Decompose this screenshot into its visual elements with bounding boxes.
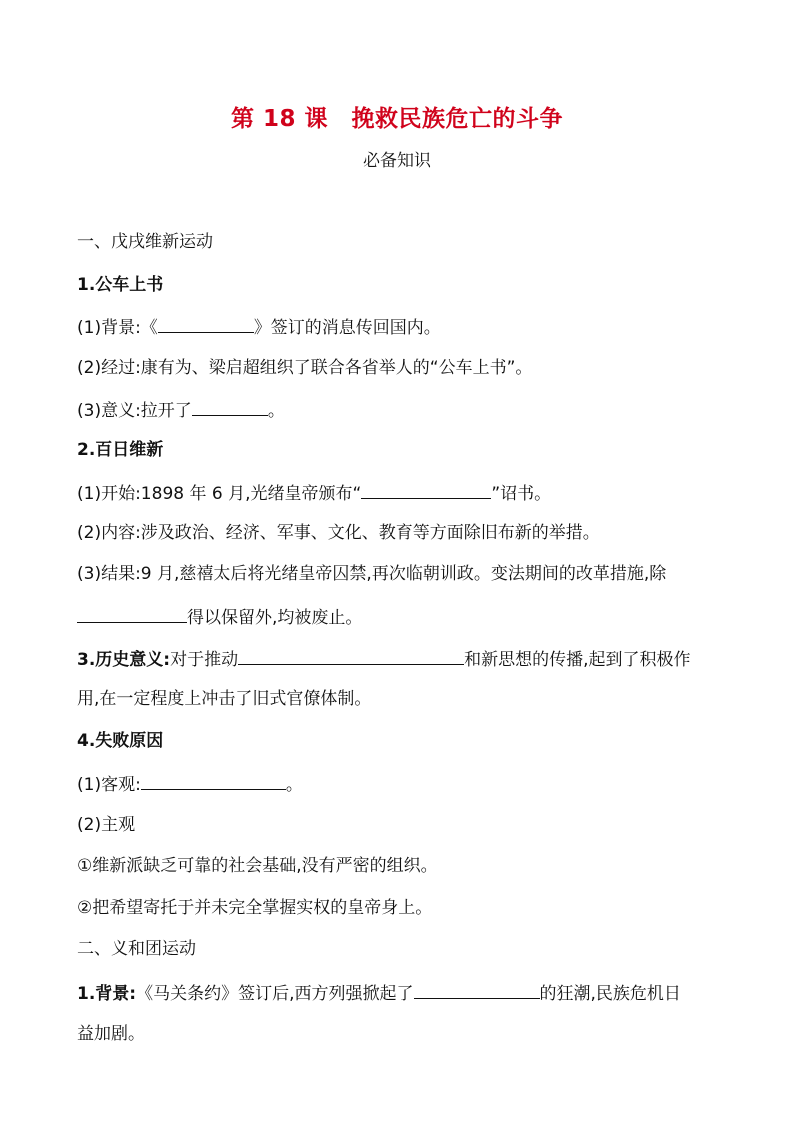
background-line bbox=[77, 314, 441, 340]
objective-line bbox=[77, 771, 303, 797]
start-line bbox=[77, 480, 551, 506]
significance-suffix: 和新思想的传播,起到了积极作 bbox=[464, 650, 691, 670]
section-heading-1: 一、戊戌维新运动 bbox=[77, 232, 213, 252]
start-prefix: (1)开始:1898 年 6 月,光绪皇帝颁布“ bbox=[77, 484, 362, 504]
objective-prefix: (1)客观: bbox=[77, 775, 141, 795]
background-suffix: 》签订的消息传回国内。 bbox=[253, 318, 441, 338]
significance-suffix: 。 bbox=[267, 401, 285, 421]
background-prefix: (1)背景:《 bbox=[77, 318, 158, 338]
point-heading-4: 4.失败原因 bbox=[77, 731, 164, 751]
fill-blank bbox=[158, 314, 254, 333]
fill-blank bbox=[414, 980, 540, 999]
fill-blank bbox=[141, 771, 286, 790]
point-heading-5: 1.背景: bbox=[77, 984, 137, 1004]
point-heading-2: 2.百日维新 bbox=[77, 440, 164, 460]
significance-paragraph-line-2: 用,在一定程度上冲击了旧式官僚体制。 bbox=[77, 689, 372, 709]
process-line: (2)经过:康有为、梁启超组织了联合各省举人的“公车上书”。 bbox=[77, 358, 533, 378]
content-line: (2)内容:涉及政治、经济、军事、文化、教育等方面除旧布新的举措。 bbox=[77, 523, 600, 543]
significance-line bbox=[77, 397, 285, 423]
lesson-title: 第 18 课 挽救民族危亡的斗争 bbox=[230, 106, 564, 132]
subjective-item-1: ①维新派缺乏可靠的社会基础,没有严密的组织。 bbox=[77, 856, 438, 876]
start-suffix: ”诏书。 bbox=[491, 484, 552, 504]
section-heading-2: 二、义和团运动 bbox=[77, 939, 196, 959]
objective-suffix: 。 bbox=[285, 775, 303, 795]
result-line-1: (3)结果:9 月,慈禧太后将光绪皇帝囚禁,再次临朝训政。变法期间的改革措施,除 bbox=[77, 564, 667, 584]
significance-prefix: 对于推动 bbox=[170, 650, 239, 670]
fill-blank bbox=[238, 646, 464, 665]
result-suffix: 得以保留外,均被废止。 bbox=[187, 608, 363, 628]
subjective-heading: (2)主观 bbox=[77, 815, 136, 835]
significance-prefix: (3)意义:拉开了 bbox=[77, 401, 192, 421]
point-heading-1: 1.公车上书 bbox=[77, 275, 164, 295]
boxer-background-prefix: 《马关条约》签订后,西方列强掀起了 bbox=[136, 984, 414, 1004]
subjective-item-2: ②把希望寄托于并未完全掌握实权的皇帝身上。 bbox=[77, 898, 433, 918]
boxer-background-suffix: 的狂潮,民族危机日 bbox=[539, 984, 681, 1004]
point-heading-3: 3.历史意义: bbox=[77, 650, 171, 670]
fill-blank bbox=[77, 604, 187, 623]
fill-blank bbox=[192, 397, 268, 416]
fill-blank bbox=[361, 480, 491, 499]
result-line-2 bbox=[77, 604, 362, 630]
boxer-background-line-2: 益加剧。 bbox=[77, 1024, 145, 1044]
significance-paragraph-line-1 bbox=[77, 646, 691, 672]
lesson-subtitle: 必备知识 bbox=[363, 151, 431, 171]
boxer-background-line-1 bbox=[77, 980, 681, 1006]
